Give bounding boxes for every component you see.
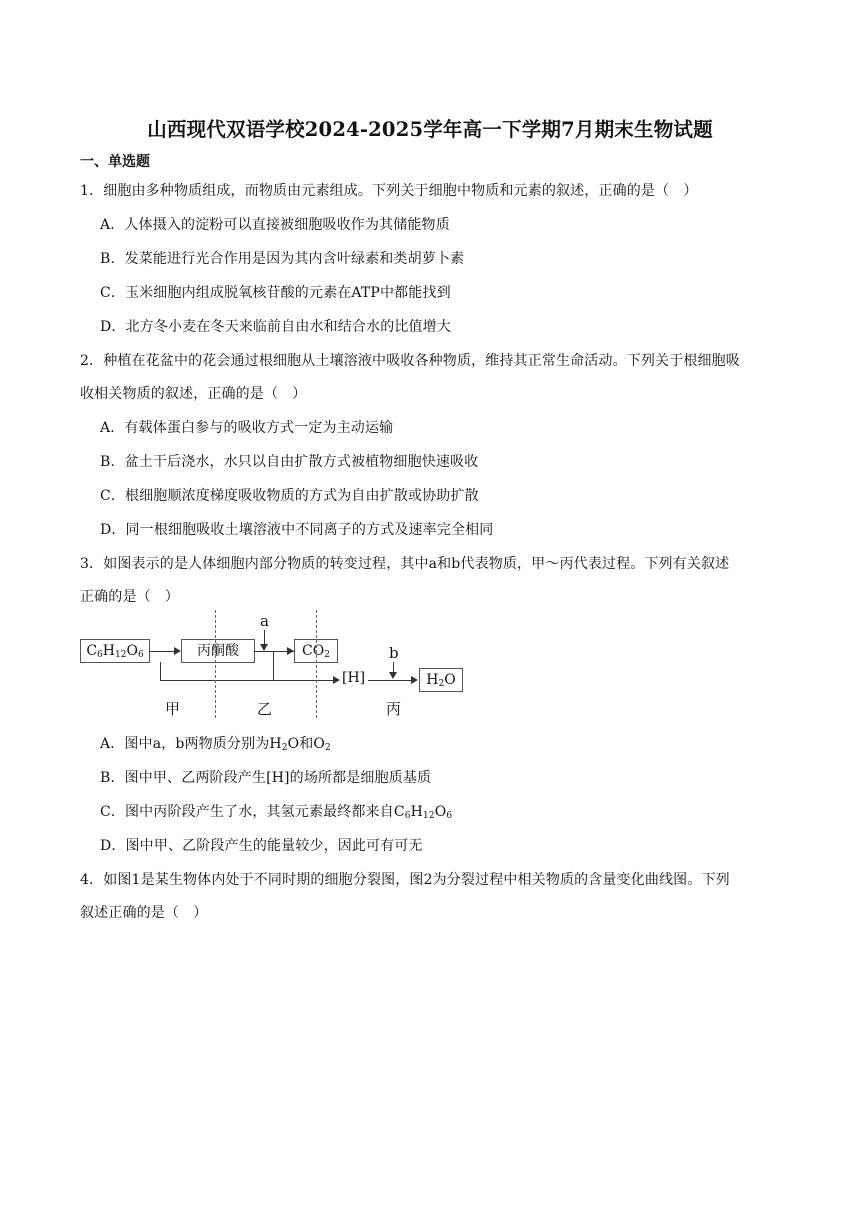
co2-box: $CO_2$ <box>294 639 338 663</box>
h-collect-line <box>160 680 334 681</box>
q3-stem-line1: 3．如图表示的是人体细胞内部分物质的转变过程，其中a和b代表物质，甲～丙代表过程。下列有关叙述 <box>80 556 730 572</box>
q2-option-d: D．同一根细胞吸收土壤溶液中不同离子的方式及速率完全相同 <box>100 522 494 538</box>
q3-stem-line2: 正确的是（ ） <box>80 589 180 605</box>
glucose-box: $C_6H_{12}O_6$ <box>80 639 150 663</box>
arrow-line-3 <box>368 680 411 681</box>
q3-option-d: D．图中甲、乙阶段产生的能量较少，因此可有可无 <box>100 838 423 854</box>
stage-divider-2 <box>316 610 317 718</box>
q2-option-b: B．盆土干后浇水，水只以自由扩散方式被植物细胞快速吸收 <box>100 454 479 470</box>
stage-divider-1 <box>215 610 216 718</box>
q1-option-c: C．玉米细胞内组成脱氧核苷酸的元素在ATP中都能找到 <box>100 285 451 301</box>
stage-label-yi: 乙 <box>257 700 273 718</box>
h-arrowhead <box>333 676 340 684</box>
a-arrowhead <box>260 644 268 651</box>
q2-stem-line2: 收相关物质的叙述，正确的是（ ） <box>80 386 307 402</box>
q2-option-a: A．有载体蛋白参与的吸收方式一定为主动运输 <box>100 420 394 436</box>
q1-stem: 1．细胞由多种物质组成，而物质由元素组成。下列关于细胞中物质和元素的叙述，正确的是（ ） <box>80 183 698 199</box>
arrowhead-1 <box>174 647 181 655</box>
stage-label-bing: 丙 <box>386 700 402 718</box>
q4-stem-line2: 叙述正确的是（ ） <box>80 905 208 921</box>
respiration-diagram <box>80 606 470 724</box>
h2o-box: $H_2O$ <box>419 668 463 692</box>
pyruvate-box: 丙酮酸 <box>181 639 255 663</box>
b-arrowhead <box>389 672 397 679</box>
q1-option-d: D．北方冬小麦在冬天来临前自由水和结合水的比值增大 <box>100 319 451 335</box>
q1-option-b: B．发菜能进行光合作用是因为其内含叶绿素和类胡萝卜素 <box>100 251 465 267</box>
label-a: a <box>260 612 269 630</box>
arrowhead-2 <box>287 647 294 655</box>
q3-option-b: B．图中甲、乙两阶段产生[H]的场所都是细胞质基质 <box>100 770 432 786</box>
q1-option-a: A．人体摄入的淀粉可以直接被细胞吸收作为其储能物质 <box>100 217 450 233</box>
q3-option-c: C．图中丙阶段产生了水，其氢元素最终都来自$C_6H_{12}O_6$ <box>100 804 453 821</box>
q2-option-c: C．根细胞顺浓度梯度吸收物质的方式为自由扩散或协助扩散 <box>100 488 479 504</box>
label-b: b <box>389 644 399 662</box>
page-title: 山西现代双语学校2024-2025学年高一下学期7月期末生物试题 <box>147 118 713 141</box>
arrowhead-3 <box>411 676 418 684</box>
q3-option-a: A．图中a，b两物质分别为$H_2O$和$O_2$ <box>100 736 331 753</box>
section-heading: 一、单选题 <box>80 154 150 170</box>
q4-stem-line1: 4．如图1是某生物体内处于不同时期的细胞分裂图，图2为分裂过程中相关物质的含量变化曲线图。下列 <box>80 872 730 888</box>
label-h: [H] <box>342 670 366 686</box>
arrow-line-1 <box>149 651 174 652</box>
stage-label-jia: 甲 <box>165 700 181 718</box>
h-branch-left <box>160 662 161 680</box>
h-branch-right <box>273 652 274 680</box>
q2-stem-line1: 2．种植在花盆中的花会通过根细胞从土壤溶液中吸收各种物质，维持其正常生命活动。下列关于根细胞吸 <box>80 353 740 369</box>
